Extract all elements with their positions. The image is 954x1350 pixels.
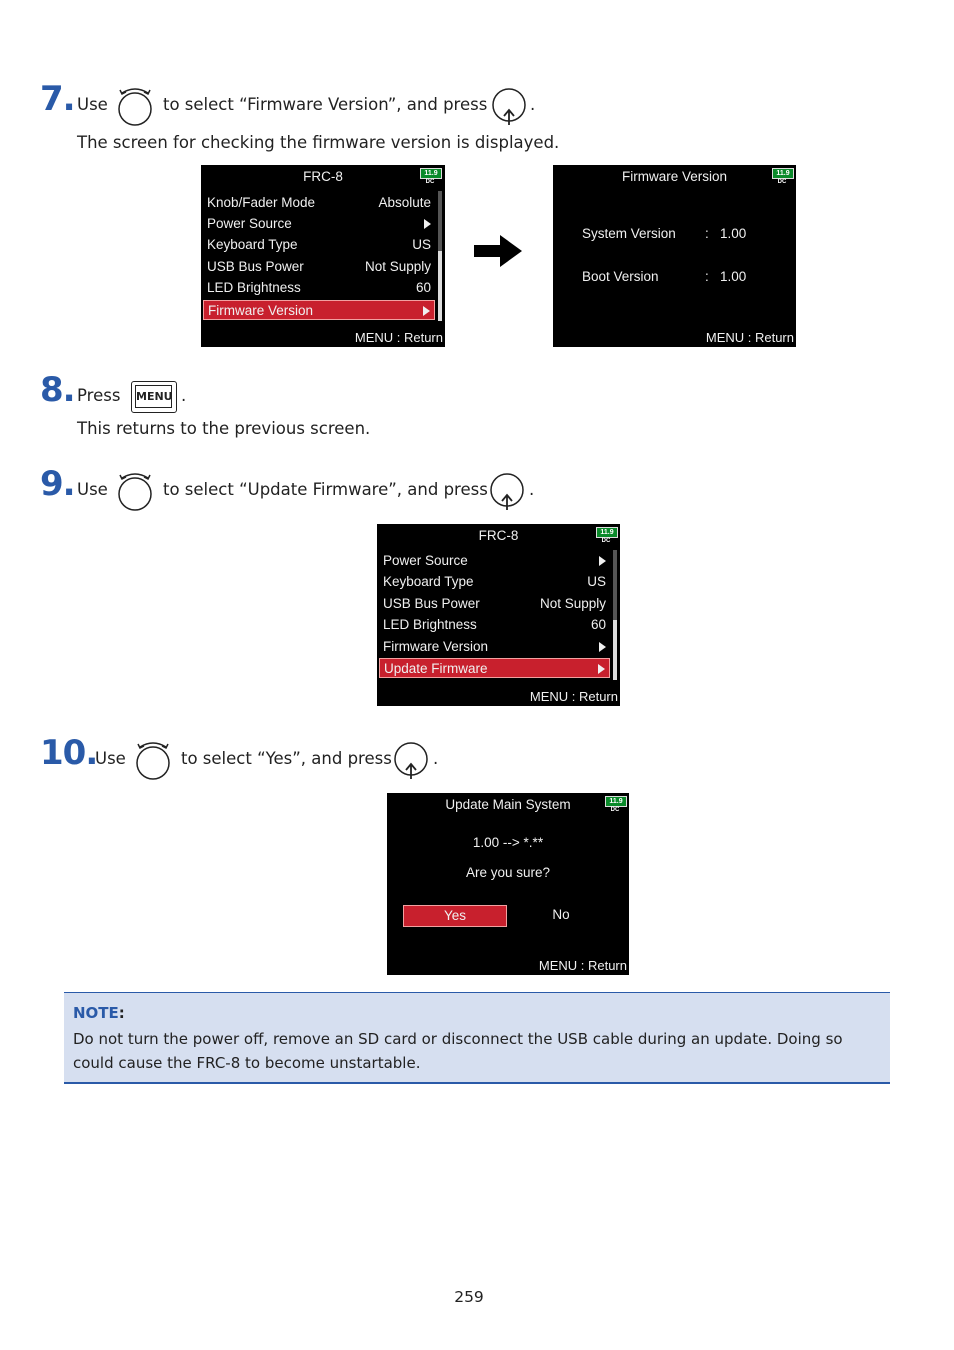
menu-row[interactable]: Keyboard Type US [383, 574, 606, 589]
step-9-text: to select “Update Firmware”, and press [163, 480, 488, 499]
menu-row[interactable]: Keyboard Type US [207, 237, 431, 252]
screen-title: FRC-8 [478, 528, 519, 543]
note-box [64, 992, 890, 1084]
dial-press-icon [491, 87, 527, 127]
step-10-number: 10. [40, 733, 98, 773]
menu-screen-frc8-update [377, 524, 620, 706]
no-button[interactable]: No [552, 907, 570, 922]
step-10-use: Use [95, 749, 126, 768]
menu-row[interactable]: USB Bus Power Not Supply [207, 259, 431, 274]
screen-title: FRC-8 [303, 169, 343, 184]
dial-icon [114, 84, 156, 128]
step-7-subtext: The screen for checking the firmware version is displayed. [77, 133, 560, 152]
note-title: NOTE: [73, 1004, 125, 1022]
system-version-sep: : [705, 226, 709, 241]
menu-row[interactable]: USB Bus Power Not Supply [383, 596, 606, 611]
screen-title: Update Main System [445, 797, 571, 812]
arrow-right-icon [598, 664, 605, 674]
step-10-text: to select “Yes”, and press [181, 749, 392, 768]
system-version-value: 1.00 [720, 226, 747, 241]
scrollbar [438, 191, 442, 321]
menu-screen-frc8 [201, 165, 445, 347]
battery-icon: 11.9 DC [594, 527, 618, 545]
battery-icon: 11.9 DC [603, 796, 627, 814]
boot-version-sep: : [705, 269, 709, 284]
step-8-press: Press [77, 386, 121, 405]
step-9-use: Use [77, 480, 108, 499]
update-confirm-screen [387, 793, 629, 975]
menu-row-selected[interactable]: Firmware Version [203, 300, 435, 320]
menu-row[interactable]: Firmware Version [379, 637, 610, 657]
screen-footer: MENU : Return [529, 689, 618, 704]
page-number: 259 [454, 1288, 484, 1306]
dial-icon [132, 738, 174, 782]
menu-row[interactable]: Power Source [203, 214, 435, 234]
menu-key-label: MENU [135, 385, 172, 408]
dial-press-icon [489, 472, 525, 512]
confirm-question: Are you sure? [465, 865, 551, 880]
step-9-number: 9. [40, 464, 75, 504]
dial-icon [114, 469, 156, 513]
version-line: 1.00 --> *.** [472, 835, 544, 850]
step-8-number: 8. [40, 370, 75, 410]
system-version-label: System Version [582, 226, 676, 241]
screen-footer: MENU : Return [705, 330, 794, 345]
step-10-end: . [433, 749, 439, 768]
arrow-right-icon [423, 306, 430, 316]
arrow-right-icon [424, 219, 431, 229]
note-body: Do not turn the power off, remove an SD card or disconnect the USB cable during an update. Doing so could cause the FRC-8 to become unstartable. [73, 1030, 843, 1072]
step-7-end: . [530, 95, 536, 114]
arrow-right-icon [599, 556, 606, 566]
arrow-right-icon [472, 233, 524, 269]
menu-key-icon [131, 381, 177, 413]
menu-row[interactable]: Power Source [379, 551, 610, 571]
firmware-version-screen [553, 165, 796, 347]
menu-row[interactable]: LED Brightness 60 [207, 280, 431, 295]
boot-version-label: Boot Version [582, 269, 659, 284]
screen-footer: MENU : Return [354, 330, 443, 345]
step-8-subtext: This returns to the previous screen. [77, 419, 371, 438]
yes-button[interactable]: Yes [403, 905, 507, 927]
menu-row-selected[interactable]: Update Firmware [379, 658, 610, 678]
arrow-right-icon [599, 642, 606, 652]
boot-version-value: 1.00 [720, 269, 747, 284]
screen-title: Firmware Version [621, 169, 728, 184]
dial-press-icon [393, 741, 429, 781]
menu-row[interactable]: LED Brightness 60 [383, 617, 606, 632]
step-9-end: . [529, 480, 535, 499]
screen-footer: MENU : Return [538, 958, 627, 973]
battery-icon: 11.9 DC [770, 168, 794, 186]
step-8-end: . [181, 386, 187, 405]
step-7-number: 7. [40, 79, 75, 119]
menu-row[interactable]: Knob/Fader Mode Absolute [207, 195, 431, 210]
battery-icon: 11.9 DC [418, 168, 442, 186]
step-7-use: Use [77, 95, 108, 114]
scrollbar [613, 550, 617, 680]
step-7-text: to select “Firmware Version”, and press [163, 95, 488, 114]
